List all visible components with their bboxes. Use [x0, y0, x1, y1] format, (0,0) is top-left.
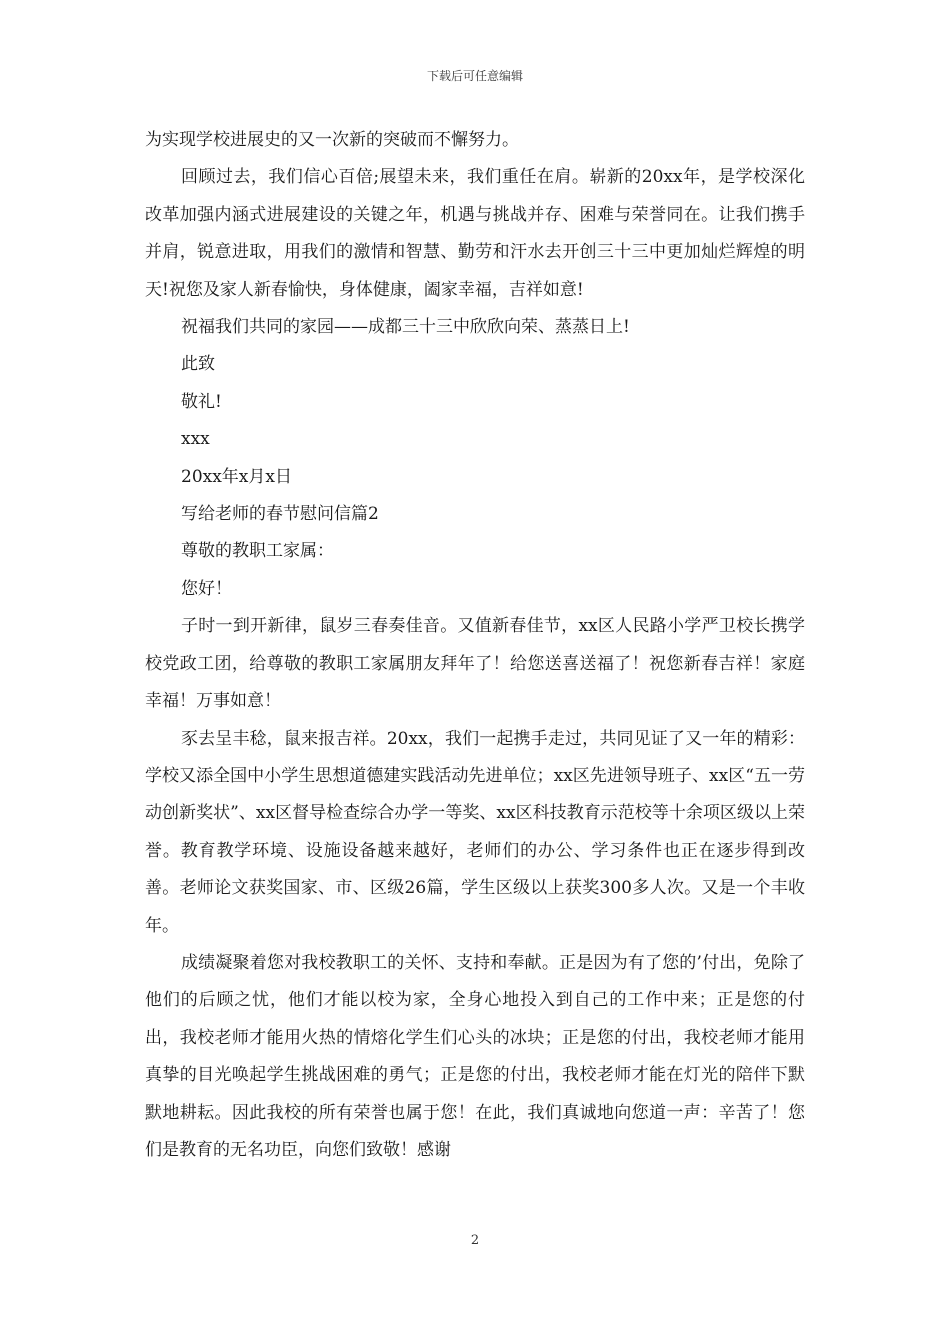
signature: xxx	[181, 429, 210, 450]
section-title: 写给老师的春节慰问信篇2	[181, 504, 379, 525]
body-text	[145, 122, 805, 1169]
paragraph-5: 豕去呈丰稔，鼠来报吉祥。20xx，我们一起携手走过，共同见证了又一年的精彩：学校又添全国中小学生思想道德建实践活动先进单位；xx区先进领导班子、xx区“五一劳动创新奖状”、xx区督导检查综合办学一等奖、xx区科技教育示范校等十余项区级以上荣誉。教育教学环境、设施设备越来越好，老师们的办公、学习条件也正在逐步得到改善。老师论文获奖国家、市、区级26篇，学生区级以上获奖300多人次。又是一个丰收年。	[145, 728, 805, 936]
greeting: 您好！	[181, 578, 232, 599]
page-number: 2	[470, 1233, 480, 1248]
paragraph-2: 回顾过去，我们信心百倍;展望未来，我们重任在肩。崭新的20xx年，是学校深化改革加强内涵式进展建设的关键之年，机遇与挑战并存、困难与荣誉同在。让我们携手并肩，锐意进取，用我们的激情和智慧、勤劳和汗水去开创三十三中更加灿烂辉煌的明天!祝您及家人新春愉快，身体健康，阖家幸福，吉祥如意!	[145, 167, 805, 300]
paragraph-1: 为实现学校进展史的又一次新的突破而不懈努力。	[145, 130, 519, 150]
paragraph-3: 祝福我们共同的家园——成都三十三中欣欣向荣、蒸蒸日上!	[181, 317, 630, 338]
paragraph-6: 成绩凝聚着您对我校教职工的关怀、支持和奉献。正是因为有了您的’付出，免除了他们的后顾之忧，他们才能以校为家，全身心地投入到自己的工作中来；正是您的付出，我校老师才能用火热的情熔化学生们心头的冰块；正是您的付出，我校老师才能用真挚的目光唤起学生挑战困难的勇气；正是您的付出，我校老师才能在灯光的陪伴下默默地耕耘。因此我校的所有荣誉也属于您！在此，我们真诚地向您道一声：辛苦了！您们是教育的无名功臣，向您们致敬！感谢	[145, 952, 805, 1160]
paragraph-4: 子时一到开新律，鼠岁三春奏佳音。又值新春佳节，xx区人民路小学严卫校长携学校党政工团，给尊敬的教职工家属朋友拜年了！给您送喜送福了！祝您新春吉祥！家庭幸福！万事如意！	[145, 616, 805, 712]
closing-salutation: 此致	[181, 354, 215, 375]
greeting-recipient: 尊敬的教职工家属：	[181, 541, 334, 562]
date-line: 20xx年x月x日	[181, 466, 292, 487]
page-header: 下载后可任意编辑	[426, 69, 523, 83]
closing-regards: 敬礼!	[181, 391, 222, 412]
